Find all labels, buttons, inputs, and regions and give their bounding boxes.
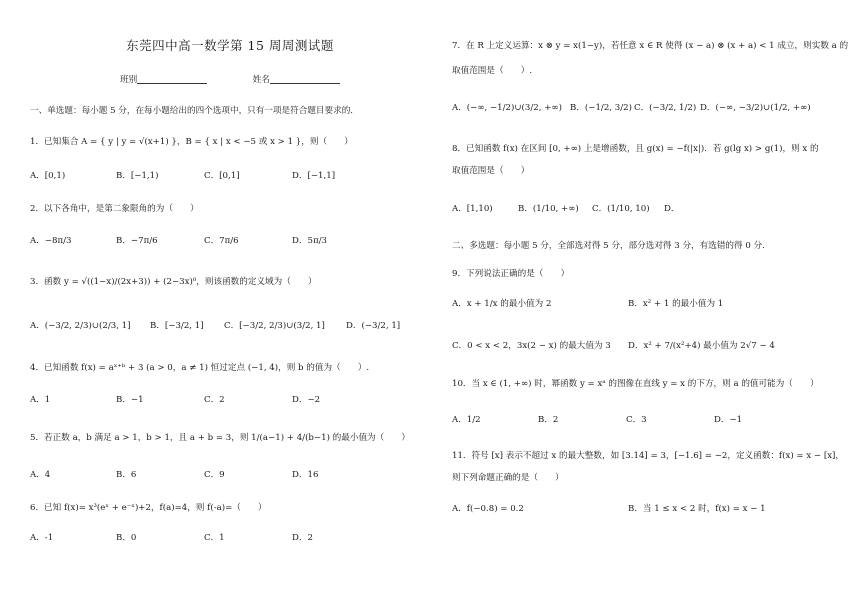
q9-stem: 9．下列说法正确的是（ ） <box>452 269 570 279</box>
q3-option-a[interactable]: A．(−3/2, 2/3)∪(2/3, 1] <box>30 321 131 331</box>
q6-stem: 6．已知 f(x)= x³(eˣ + e⁻ˣ)+2，f(a)=4，则 f(-a)=（ ） <box>30 503 267 513</box>
q11-option-a[interactable]: A．f(−0.8) = 0.2 <box>452 504 524 514</box>
section1-heading: 一、单选题：每小题 5 分，在每小题给出的四个选项中，只有一项是符合题目要求的. <box>30 106 354 116</box>
q9-option-c[interactable]: C．0 < x < 2，3x(2 − x) 的最大值为 3 <box>452 341 611 351</box>
student-info <box>30 74 430 85</box>
class-label: 班别 <box>120 75 138 85</box>
q6-option-d[interactable]: D．2 <box>292 533 313 543</box>
q1-option-b[interactable]: B．[−1,1) <box>116 171 159 181</box>
q1-option-c[interactable]: C．[0,1] <box>204 171 240 181</box>
q11-stem-cont: 则下列命题正确的是（ ） <box>452 473 564 483</box>
q9-option-b[interactable]: B．x² + 1 的最小值为 1 <box>628 299 724 309</box>
q9-option-d[interactable]: D．x² + 7/(x²+4) 最小值为 2√7 − 4 <box>628 341 775 351</box>
q4-option-d[interactable]: D．−2 <box>292 395 321 405</box>
q2-stem: 2．以下各角中，是第二象限角的为（ ） <box>30 204 199 214</box>
q7-option-c[interactable]: C．(−3/2, 1/2) <box>634 103 697 113</box>
section2-heading: 二、多选题：每小题 5 分，全部选对得 5 分，部分选对得 3 分，有选错的得 0 分. <box>452 241 765 251</box>
q5-stem: 5．若正数 a，b 满足 a > 1，b > 1，且 a + b = 3，则 1/(a−1) + 4/(b−1) 的最小值为（ ） <box>30 433 411 443</box>
q10-option-a[interactable]: A．1/2 <box>452 415 481 425</box>
q3-option-c[interactable]: C．[−3/2, 2/3)∪(3/2, 1] <box>224 321 325 331</box>
q2-option-a[interactable]: A．−8π/3 <box>30 236 72 246</box>
q2-option-c[interactable]: C．7π/6 <box>204 236 239 246</box>
q4-option-c[interactable]: C．2 <box>204 395 225 405</box>
class-blank[interactable] <box>137 74 207 84</box>
q11-stem: 11．符号 [x] 表示不超过 x 的最大整数，如 [3.14] = 3，[−1.6] = −2，定义函数：f(x) = x − [x]， <box>452 451 844 461</box>
q8-option-a[interactable]: A．[1,10) <box>452 204 493 214</box>
q6-option-b[interactable]: B．0 <box>116 533 137 543</box>
q1-option-d[interactable]: D．[−1,1] <box>292 171 336 181</box>
q9-option-a[interactable]: A．x + 1/x 的最小值为 2 <box>452 299 552 309</box>
page-title: 东莞四中高一数学第 15 周周测试题 <box>126 38 334 53</box>
q6-option-c[interactable]: C．1 <box>204 533 225 543</box>
q1-stem: 1．已知集合 A = { y | y = √(x+1) }，B = { x | x < −5 或 x > 1 }，则（ ） <box>30 137 353 147</box>
q8-stem: 8．已知函数 f(x) 在区间 [0, +∞) 上是增函数，且 g(x) = −f(|x|)．若 g(lg x) > g(1)，则 x 的 <box>452 144 819 154</box>
q10-option-d[interactable]: D．−1 <box>714 415 743 425</box>
name-label: 姓名 <box>252 75 270 85</box>
q8-option-d[interactable]: D． <box>664 204 680 214</box>
q8-option-b[interactable]: B．(1/10, +∞) <box>518 204 579 214</box>
q7-option-d[interactable]: D．(−∞, −3/2)∪(1/2, +∞) <box>700 103 811 113</box>
q6-option-a[interactable]: A．-1 <box>30 533 54 543</box>
q5-option-a[interactable]: A．4 <box>30 470 51 480</box>
q2-option-b[interactable]: B．−7π/6 <box>116 236 158 246</box>
q3-option-b[interactable]: B．[−3/2, 1] <box>150 321 204 331</box>
q1-option-a[interactable]: A．[0,1) <box>30 171 66 181</box>
q8-option-c[interactable]: C．(1/10, 10) <box>592 204 650 214</box>
q4-option-b[interactable]: B．−1 <box>116 395 144 405</box>
q3-stem: 3．函数 y = √((1−x)/(2x+3)) + (2−3x)⁰，则该函数的定义域为（ ） <box>30 277 317 287</box>
q4-option-a[interactable]: A．1 <box>30 395 51 405</box>
q5-option-d[interactable]: D．16 <box>292 470 319 480</box>
q10-stem: 10．当 x ∈ (1, +∞) 时，幂函数 y = xᵃ 的图像在直线 y = x 的下方，则 a 的值可能为（ ） <box>452 379 819 389</box>
q2-option-d[interactable]: D．5π/3 <box>292 236 327 246</box>
q8-stem-cont: 取值范围是（ ） <box>452 166 530 176</box>
q7-option-b[interactable]: B．(−1/2, 3/2) <box>570 103 632 113</box>
q5-option-c[interactable]: C．9 <box>204 470 225 480</box>
q3-option-d[interactable]: D．(−3/2, 1] <box>346 321 401 331</box>
q10-option-b[interactable]: B．2 <box>538 415 559 425</box>
q7-stem: 7．在 R 上定义运算：x ⊗ y = x(1−y)，若任意 x ∈ R 使得 (x − a) ⊗ (x + a) < 1 成立，则实数 a 的 <box>452 41 849 51</box>
q11-option-b[interactable]: B．当 1 ≤ x < 2 时，f(x) = x − 1 <box>628 504 766 514</box>
q7-option-a[interactable]: A．(−∞, −1/2)∪(3/2, +∞) <box>452 103 562 113</box>
q4-stem: 4．已知函数 f(x) = aˣ⁺ᵇ + 3 (a > 0，a ≠ 1) 恒过定点 (−1, 4)，则 b 的值为（ ）. <box>30 363 370 373</box>
q7-stem-cont: 取值范围是（ ）. <box>452 66 533 76</box>
q5-option-b[interactable]: B．6 <box>116 470 137 480</box>
name-blank[interactable] <box>270 74 340 84</box>
q10-option-c[interactable]: C．3 <box>626 415 647 425</box>
